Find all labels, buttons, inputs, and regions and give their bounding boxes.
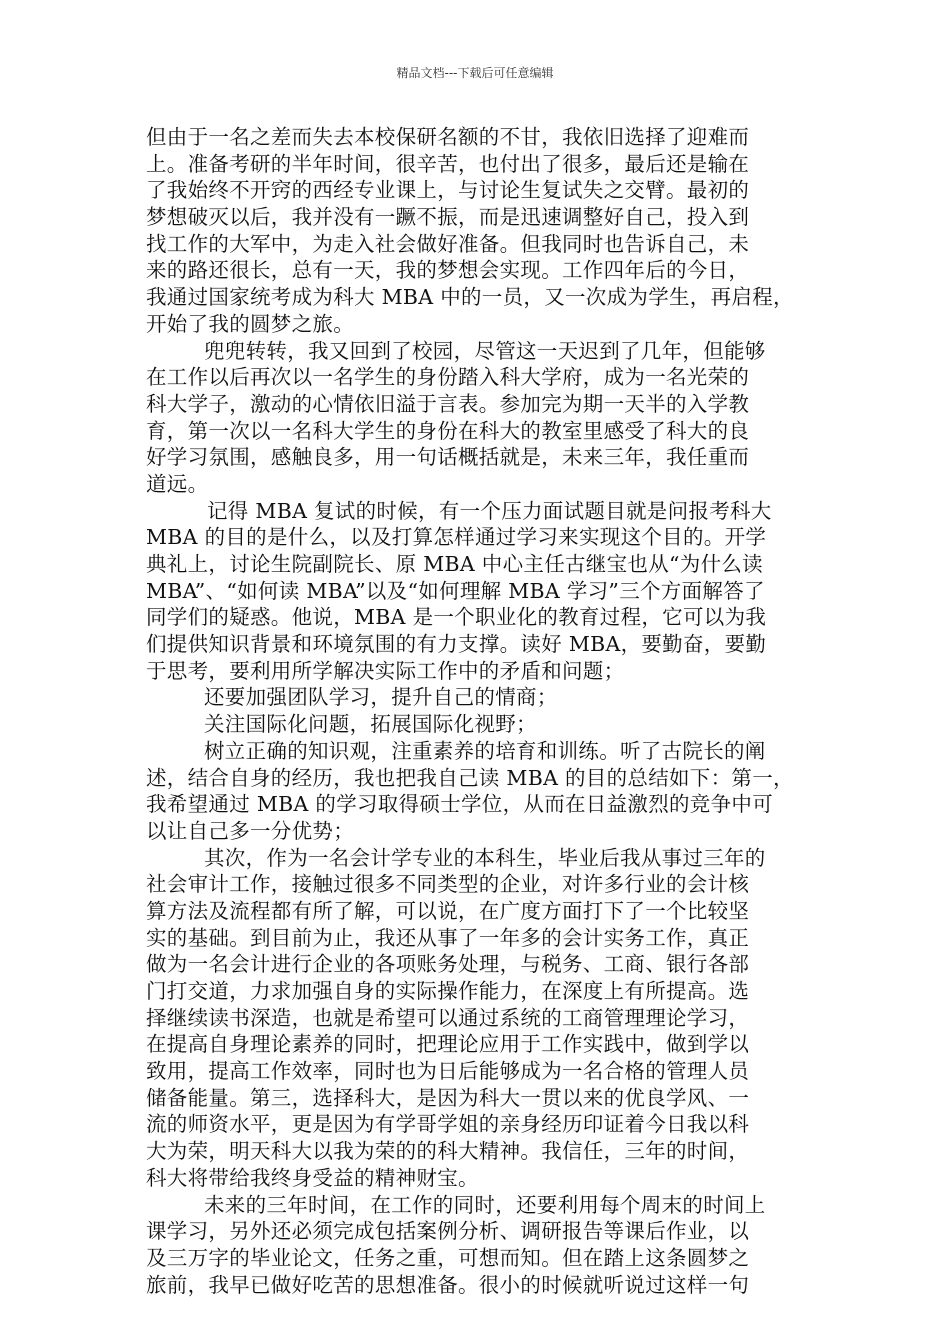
- text-line: 在提高自身理论素养的同时，把理论应用于工作实践中，做到学以: [146, 1032, 750, 1057]
- text-line: 大为荣，明天科大以我为荣的的科大精神。我信任，三年的时间，: [146, 1139, 750, 1164]
- text-line: 我希望通过 MBA 的学习取得硕士学位，从而在日益激烈的竞争中可: [146, 792, 773, 817]
- text-line: 做为一名会计进行企业的各项账务处理，与税务、工商、银行各部: [146, 952, 750, 977]
- text-line: 来的路还很长，总有一天，我的梦想会实现。工作四年后的今日，: [146, 258, 750, 283]
- text-line: 典礼上，讨论生院副院长、原 MBA 中心主任古继宝也从“为什么读: [146, 552, 763, 576]
- text-line: 同学们的疑惑。他说，MBA 是一个职业化的教育过程，它可以为我: [146, 605, 767, 630]
- text-line: MBA”、“如何读 MBA”以及“如何理解 MBA 学习”三个方面解答了: [146, 578, 765, 603]
- text-line: 上。准备考研的半年时间，很辛苦，也付出了很多，最后还是输在: [146, 151, 750, 176]
- text-line: 社会审计工作，接触过很多不同类型的企业，对许多行业的会计核: [146, 872, 750, 897]
- text-line: 以让自己多一分优势；: [146, 818, 354, 843]
- text-line: 梦想破灭以后，我并没有一蹶不振，而是迅速调整好自己，投入到: [146, 205, 750, 230]
- text-line: 科大将带给我终身受益的精神财宝。: [146, 1165, 479, 1190]
- text-line: 述，结合自身的经历，我也把我自己读 MBA 的目的总结如下：第一，: [146, 765, 794, 790]
- text-line: 开始了我的圆梦之旅。: [146, 311, 354, 336]
- text-line: 门打交道，力求加强自身的实际操作能力，在深度上有所提高。选: [146, 979, 750, 1003]
- document-body: [146, 124, 809, 1298]
- text-line: 科大学子，激动的心情依旧溢于言表。参加完为期一天半的入学教: [146, 391, 750, 416]
- text-line: 未来的三年时间，在工作的同时，还要利用每个周末的时间上: [204, 1192, 766, 1217]
- text-line: 好学习氛围，感触良多，用一句话概括就是，未来三年，我任重而: [146, 445, 750, 470]
- text-line: 其次，作为一名会计学专业的本科生，毕业后我从事过三年的: [204, 845, 766, 870]
- page-header: 精品文档---下载后可任意编辑: [396, 66, 554, 80]
- text-line: 及三万字的毕业论文，任务之重，可想而知。但在踏上这条圆梦之: [146, 1245, 750, 1270]
- text-line: 们提供知识背景和环境氛围的有力支撑。读好 MBA，要勤奋，要勤: [146, 632, 767, 657]
- text-line: 旅前，我早已做好吃苦的思想准备。很小的时候就听说过这样一句: [146, 1272, 750, 1297]
- text-line: 储备能量。第三，选择科大，是因为科大一贯以来的优良学风、一: [146, 1085, 750, 1110]
- text-line: 课学习，另外还必须完成包括案例分析、调研报告等课后作业，以: [146, 1219, 750, 1244]
- text-line: 择继续读书深造，也就是希望可以通过系统的工商管理理论学习，: [146, 1005, 750, 1030]
- text-line: 关注国际化问题，拓展国际化视野；: [204, 712, 537, 737]
- text-line: 兜兜转转，我又回到了校园，尽管这一天迟到了几年，但能够: [204, 338, 766, 363]
- text-line: 算方法及流程都有所了解，可以说，在广度方面打下了一个比较坚: [146, 898, 750, 923]
- text-line: MBA 的目的是什么，以及打算怎样通过学习来实现这个目的。开学: [146, 525, 767, 550]
- text-line: 流的师资水平，更是因为有学哥学姐的亲身经历印证着今日我以科: [146, 1112, 750, 1137]
- text-line: 记得 MBA 复试的时候，有一个压力面试题目就是问报考科大: [207, 498, 772, 523]
- text-line: 于思考，要利用所学解决实际工作中的矛盾和问题；: [146, 658, 625, 683]
- text-line: 但由于一名之差而失去本校保研名额的不甘，我依旧选择了迎难而: [146, 125, 750, 149]
- text-line: 实的基础。到目前为止，我还从事了一年多的会计实务工作，真正: [146, 925, 750, 950]
- text-line: 育，第一次以一名科大学生的身份在科大的教室里感受了科大的良: [146, 418, 750, 443]
- text-line: 致用，提高工作效率，同时也为日后能够成为一名合格的管理人员: [146, 1059, 750, 1084]
- text-line: 了我始终不开窍的西经专业课上，与讨论生复试失之交臂。最初的: [146, 178, 750, 203]
- text-line: 树立正确的知识观，注重素养的培育和训练。听了古院长的阐: [204, 738, 766, 763]
- text-line: 还要加强团队学习，提升自己的情商；: [204, 685, 558, 710]
- text-line: 在工作以后再次以一名学生的身份踏入科大学府，成为一名光荣的: [146, 365, 750, 390]
- text-line: 道远。: [146, 471, 209, 496]
- text-line: 找工作的大军中，为走入社会做好准备。但我同时也告诉自己，未: [146, 231, 750, 256]
- text-line: 我通过国家统考成为科大 MBA 中的一员，又一次成为学生，再启程，: [146, 285, 794, 310]
